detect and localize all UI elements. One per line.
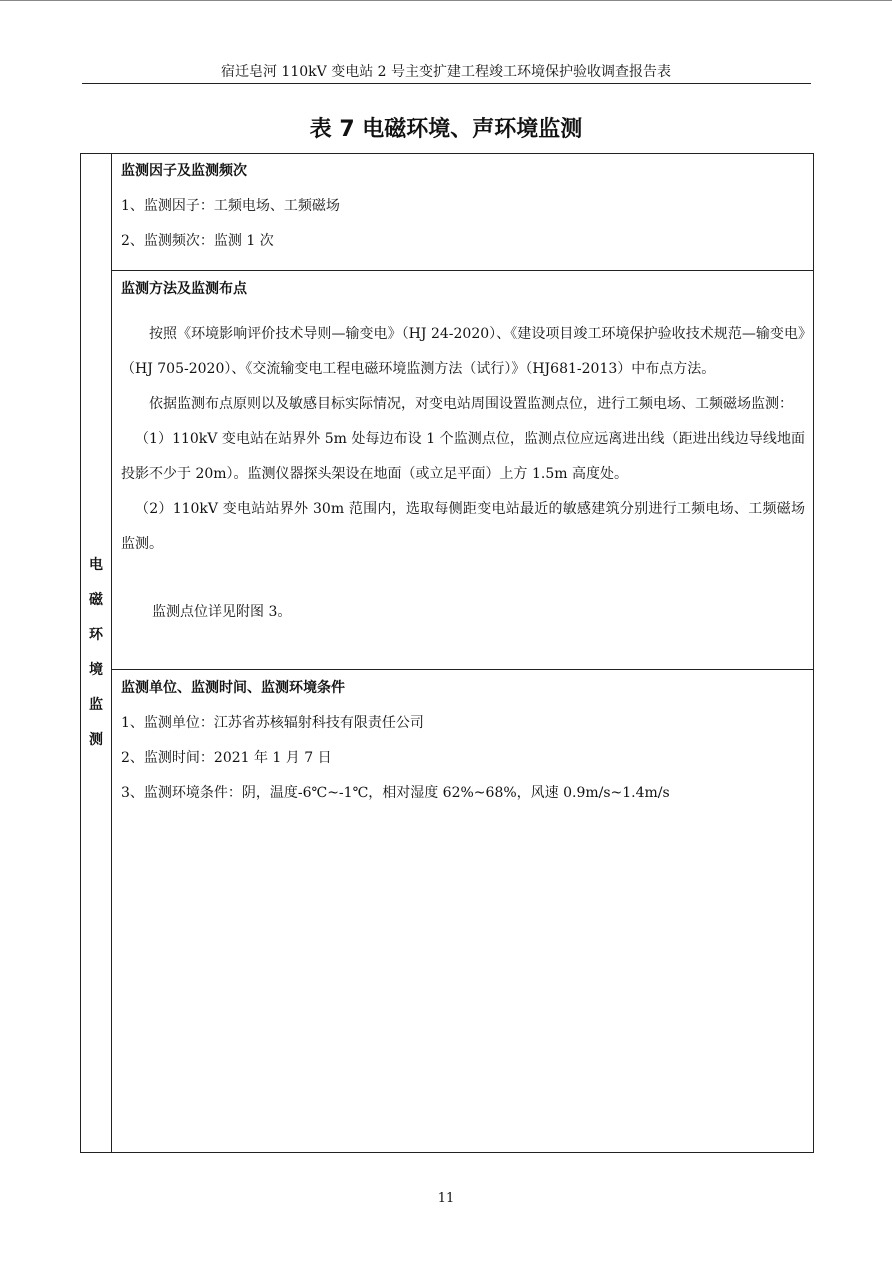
side-label-char: 环 [89, 627, 103, 643]
time-line: 2、监测时间：2021 年 1 月 7 日 [121, 750, 332, 766]
side-label-char: 境 [89, 662, 103, 678]
factor-line: 1、监测因子：工频电场、工频磁场 [121, 198, 340, 214]
method-paragraph: （1）110kV 变电站在站界外 5m 处每边布设 1 个监测点位，监测点位应远离进出线（距进出线边导线地面投影不少于 20m）。监测仪器探头架设在地面（或立足平面）上方 1.5m 高度处。 [121, 431, 805, 482]
section-divider-2 [112, 669, 813, 670]
page-number: 11 [437, 1191, 455, 1206]
side-label-char: 电 [89, 557, 103, 573]
header-rule [82, 83, 811, 84]
side-label-char: 监 [89, 697, 103, 713]
conditions-line: 3、监测环境条件：阴，温度-6℃~-1℃，相对湿度 62%~68%，风速 0.9m/s~1.4m/s [121, 785, 670, 801]
method-paragraph: （2）110kV 变电站站界外 30m 范围内，选取每侧距变电站最近的敏感建筑分别进行工频电场、工频磁场监测。 [121, 501, 805, 552]
section-heading: 监测单位、监测时间、监测环境条件 [121, 680, 345, 696]
table-title: 表 7 电磁环境、声环境监测 [309, 117, 583, 142]
section-heading: 监测方法及监测布点 [121, 281, 247, 297]
section-factors [121, 154, 805, 259]
side-label-emf-monitoring [80, 555, 112, 765]
side-label-char: 测 [89, 732, 103, 748]
section-divider-1 [112, 270, 813, 271]
unit-line: 1、监测单位：江苏省苏核辐射科技有限责任公司 [121, 715, 424, 731]
section-method [121, 272, 805, 630]
section-conditions [121, 671, 805, 811]
method-paragraph: 按照《环境影响评价技术导则—输变电》（HJ 24-2020）、《建设项目竣工环境保护验收技术规范—输变电》（HJ 705-2020）、《交流输变电工程电磁环境监测方法（试行）》（HJ681-2013）中布点方法。 [121, 326, 805, 377]
frequency-line: 2、监测频次：监测 1 次 [121, 233, 274, 249]
page-top-edge [0, 0, 892, 1]
side-label-char: 磁 [89, 592, 103, 608]
method-paragraph: 依据监测布点原则以及敏感目标实际情况，对变电站周围设置监测点位，进行工频电场、工频磁场监测： [149, 396, 793, 412]
section-heading: 监测因子及监测频次 [121, 163, 247, 179]
report-header: 宿迁皂河 110kV 变电站 2 号主变扩建工程竣工环境保护验收调查报告表 [220, 64, 672, 80]
method-note: 监测点位详见附图 3。 [152, 604, 292, 620]
